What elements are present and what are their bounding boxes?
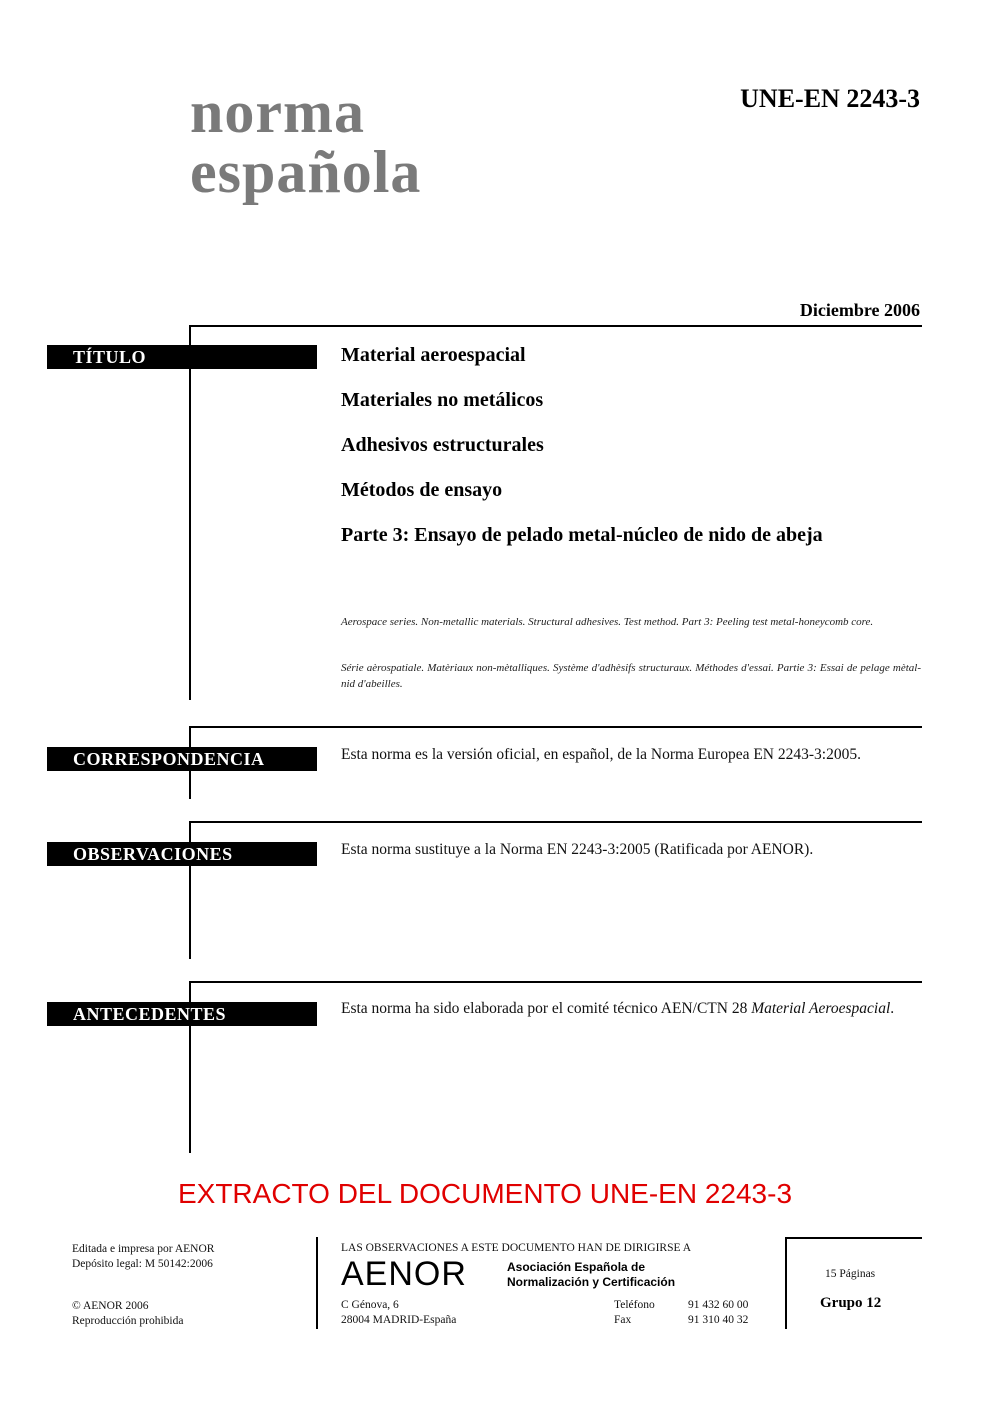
observaciones-label: OBSERVACIONES: [47, 842, 317, 866]
aenor-logo-word: AENOR: [341, 1255, 467, 1293]
footer-fax-label: Fax: [614, 1314, 632, 1326]
footer-contact-labels: [614, 1298, 655, 1328]
correspondencia-top-rule: [189, 726, 922, 728]
title-line-3: Adhesivos estructurales: [341, 434, 544, 456]
footer-divider-left: [316, 1237, 318, 1329]
footer-edited-by: Editada e impresa por AENOR: [72, 1243, 215, 1255]
brand-line-2: española: [190, 139, 422, 205]
titulo-vertical-rule: [189, 325, 191, 700]
footer-reproduction: Reproducción prohibida: [72, 1315, 184, 1327]
footer-address-line2: 28004 MADRID-España: [341, 1314, 457, 1326]
brand-line-1: norma: [190, 79, 365, 145]
aenor-logo-sub2: Normalización y Certificación: [507, 1275, 676, 1289]
title-line-1: Material aeroespacial: [341, 344, 526, 366]
standard-code: UNE-EN 2243-3: [740, 84, 920, 113]
correspondencia-label: CORRESPONDENCIA: [47, 747, 317, 771]
antecedentes-text: [341, 1000, 894, 1018]
footer-phone: 91 432 60 00: [688, 1299, 749, 1311]
french-title: Série aèrospatiale. Matèriaux non-mètalliques. Système d'adhèsifs structuraux. Méthodes d'essai. Partie 3: Essai de pelage mètal-nid d'abeilles.: [341, 662, 921, 690]
title-line-4: Métodos de ensayo: [341, 479, 503, 501]
antecedentes-committee-name: Material Aeroespacial: [751, 1000, 891, 1017]
footer-box-top-rule: [785, 1237, 922, 1239]
footer-contact-values: [688, 1298, 748, 1328]
titulo-label: TÍTULO: [47, 345, 317, 369]
footer-legal-deposit: Depósito legal: M 50142:2006: [72, 1258, 213, 1270]
antecedentes-text-suffix: .: [890, 1000, 895, 1017]
english-title: Aerospace series. Non-metallic materials. Structural adhesives. Test method. Part 3: Peeling test metal-honeycomb core.: [341, 616, 874, 628]
aenor-logo-sub1: Asociación Española de: [507, 1260, 646, 1274]
publication-date: Diciembre 2006: [799, 300, 920, 320]
title-line-2: Materiales no metálicos: [341, 389, 544, 411]
extract-watermark: EXTRACTO DEL DOCUMENTO UNE-EN 2243-3: [177, 1178, 793, 1209]
observaciones-text: Esta norma sustituye a la Norma EN 2243-3:2005 (Ratificada por AENOR).: [341, 841, 814, 858]
footer-copyright: © AENOR 2006: [72, 1300, 149, 1312]
title-line-5: Parte 3: Ensayo de pelado metal-núcleo de nido de abeja: [341, 524, 823, 546]
footer-group: Grupo 12: [820, 1295, 882, 1311]
footer-divider-right: [785, 1237, 787, 1329]
antecedentes-label: ANTECEDENTES: [47, 1002, 317, 1026]
titulo-top-rule: [189, 325, 922, 327]
footer-address: [341, 1298, 456, 1328]
footer-left: [72, 1242, 214, 1329]
aenor-logo-subtitle: [507, 1260, 675, 1290]
correspondencia-text: Esta norma es la versión oficial, en español, de la Norma Europea EN 2243-3:2005.: [341, 746, 861, 763]
antecedentes-top-rule: [189, 981, 922, 983]
footer-fax: 91 310 40 32: [688, 1314, 749, 1326]
observaciones-top-rule: [189, 821, 922, 823]
antecedentes-text-prefix: Esta norma ha sido elaborada por el comité técnico AEN/CTN 28: [341, 1000, 752, 1017]
footer-phone-label: Teléfono: [614, 1299, 655, 1311]
footer-pages: 15 Páginas: [825, 1268, 876, 1280]
footer-notice: LAS OBSERVACIONES A ESTE DOCUMENTO HAN DE DIRIGIRSE A: [341, 1242, 692, 1254]
footer-address-line1: C Génova, 6: [341, 1299, 399, 1311]
